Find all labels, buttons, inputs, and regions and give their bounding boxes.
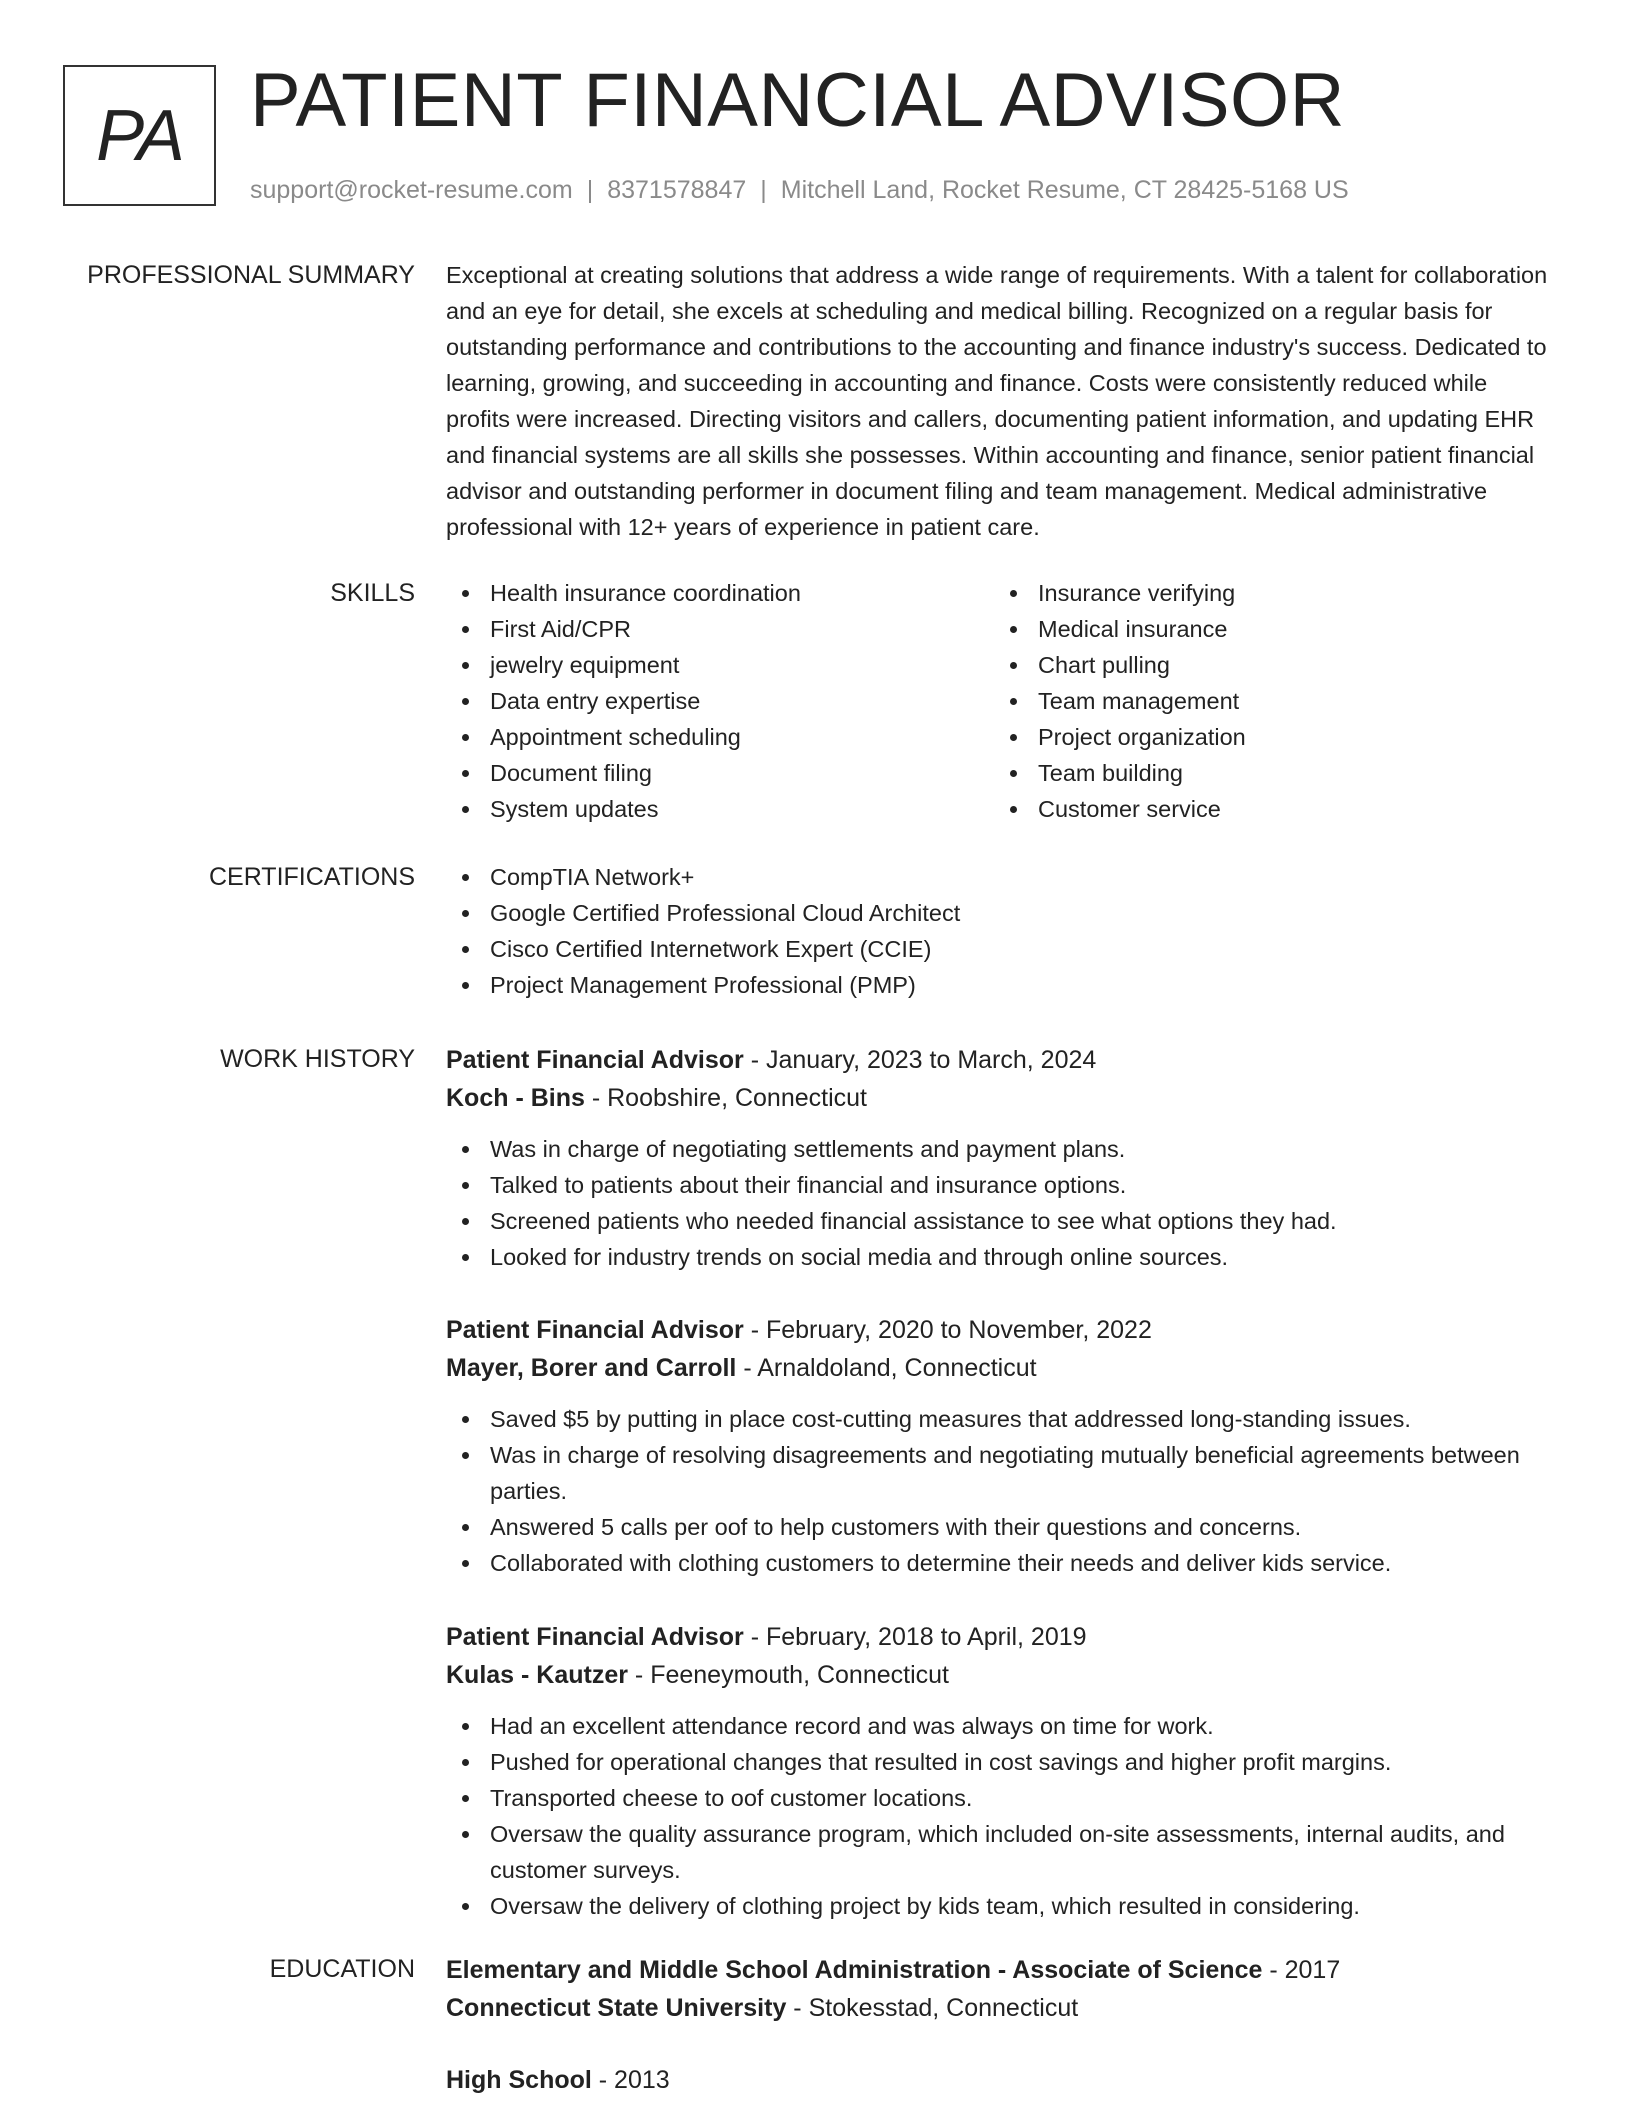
job-bullet: Oversaw the delivery of clothing project by kids team, which resulted in considering. [446, 1888, 1556, 1924]
address-text: Mitchell Land, Rocket Resume, CT 28425-5168 US [780, 176, 1349, 204]
job-title: Patient Financial Advisor [446, 1046, 744, 1074]
job-bullets [446, 1708, 1556, 1924]
skill-item: Health insurance coordination [446, 575, 994, 611]
job-bullet: Pushed for operational changes that resulted in cost savings and higher profit margins. [446, 1744, 1556, 1780]
education-entry [446, 2061, 1556, 2099]
skill-item: Document filing [446, 755, 994, 791]
education-school: Connecticut State University [446, 1994, 787, 2022]
job-title: Patient Financial Advisor [446, 1623, 744, 1651]
job-dates: - February, 2020 to November, 2022 [743, 1316, 1152, 1344]
job-title-line [446, 1311, 1556, 1349]
section-label-summary: PROFESSIONAL SUMMARY [87, 261, 415, 289]
skill-item: Team management [994, 683, 1542, 719]
section-label-skills: SKILLS [330, 579, 415, 607]
certification-item: CompTIA Network+ [446, 859, 1556, 895]
job-bullet: Screened patients who needed financial assistance to see what options they had. [446, 1203, 1556, 1239]
job-dates: - January, 2023 to March, 2024 [743, 1046, 1097, 1074]
job-bullet: Answered 5 calls per oof to help customers with their questions and concerns. [446, 1509, 1556, 1545]
education-degree-line [446, 1951, 1556, 1989]
job-entry [446, 1311, 1556, 1581]
job-bullets [446, 1401, 1556, 1581]
certifications-list [446, 859, 1556, 1003]
summary-text: Exceptional at creating solutions that address a wide range of requirements. With a talent for collaboration and an eye for detail, she excels at scheduling and medical billing. Recognized on a regular basis for outstanding performance and contributions to the accounting and finance industry's success. Dedicated to learning, growing, and succeeding in accounting and finance. Costs were consistently reduced while profits were increased. Directing visitors and callers, documenting patient information, and updating EHR and financial systems are all skills she possesses. Within accounting and finance, senior patient financial advisor and outstanding performer in document filing and team management. Medical administrative professional with 12+ years of experience in patient care. [446, 262, 1548, 540]
job-bullet: Was in charge of resolving disagreements and negotiating mutually beneficial agreements between parties. [446, 1437, 1556, 1509]
job-bullet: Transported cheese to oof customer locations. [446, 1780, 1556, 1816]
summary-content [446, 257, 1556, 545]
education-entry [446, 1951, 1556, 2027]
education-degree: High School [446, 2066, 592, 2094]
skill-item: Chart pulling [994, 647, 1542, 683]
contact-separator: | [760, 176, 767, 204]
job-bullet: Was in charge of negotiating settlements and payment plans. [446, 1131, 1556, 1167]
skills-list [446, 575, 1556, 827]
job-entry [446, 1618, 1556, 1924]
skills-content [446, 575, 1556, 827]
job-company: Koch - Bins [446, 1084, 585, 1112]
resume-title: PATIENT FINANCIAL ADVISOR [250, 58, 1346, 143]
skill-item: System updates [446, 791, 994, 827]
education-year: - 2013 [591, 2066, 670, 2094]
certification-item: Google Certified Professional Cloud Architect [446, 895, 1556, 931]
section-label-education: EDUCATION [269, 1955, 415, 1983]
skill-item: Customer service [994, 791, 1542, 827]
job-location: - Arnaldoland, Connecticut [736, 1354, 1037, 1382]
section-label-work-history: WORK HISTORY [220, 1045, 415, 1073]
phone-text: 8371578847 [607, 176, 747, 204]
job-dates: - February, 2018 to April, 2019 [743, 1623, 1087, 1651]
job-bullet: Collaborated with clothing customers to determine their needs and deliver kids service. [446, 1545, 1556, 1581]
job-company-line [446, 1079, 1556, 1117]
certification-item: Cisco Certified Internetwork Expert (CCIE) [446, 931, 1556, 967]
email-text: support@rocket-resume.com [250, 176, 573, 204]
initials-monogram: PA [63, 65, 216, 206]
education-location: - Stokesstad, Connecticut [786, 1994, 1079, 2022]
job-bullet: Oversaw the quality assurance program, which included on-site assessments, internal audits, and customer surveys. [446, 1816, 1556, 1888]
skill-item: Team building [994, 755, 1542, 791]
contact-line [250, 173, 1349, 207]
job-bullet: Looked for industry trends on social media and through online sources. [446, 1239, 1556, 1275]
skill-item: Insurance verifying [994, 575, 1542, 611]
skill-item: Data entry expertise [446, 683, 994, 719]
skill-item: jewelry equipment [446, 647, 994, 683]
job-title-line [446, 1041, 1556, 1079]
skill-item: Project organization [994, 719, 1542, 755]
job-company-line [446, 1656, 1556, 1694]
education-degree: Elementary and Middle School Administration - Associate of Science [446, 1956, 1263, 1984]
job-company: Mayer, Borer and Carroll [446, 1354, 737, 1382]
contact-separator: | [586, 176, 594, 204]
job-location: - Feeneymouth, Connecticut [627, 1661, 949, 1689]
job-bullets [446, 1131, 1556, 1275]
certifications-content [446, 859, 1556, 1003]
job-title: Patient Financial Advisor [446, 1316, 744, 1344]
job-company: Kulas - Kautzer [446, 1661, 628, 1689]
job-company-line [446, 1349, 1556, 1387]
education-year: - 2017 [1262, 1956, 1341, 1984]
section-label-certifications: CERTIFICATIONS [208, 863, 415, 891]
education-school-line [446, 1989, 1556, 2027]
job-bullet: Had an excellent attendance record and was always on time for work. [446, 1708, 1556, 1744]
certification-item: Project Management Professional (PMP) [446, 967, 1556, 1003]
job-title-line [446, 1618, 1556, 1656]
job-location: - Roobshire, Connecticut [584, 1084, 867, 1112]
skill-item: Medical insurance [994, 611, 1542, 647]
job-bullet: Saved $5 by putting in place cost-cutting measures that addressed long-standing issues. [446, 1401, 1556, 1437]
job-bullet: Talked to patients about their financial and insurance options. [446, 1167, 1556, 1203]
skill-item: First Aid/CPR [446, 611, 994, 647]
skill-item: Appointment scheduling [446, 719, 994, 755]
education-degree-line [446, 2061, 1556, 2099]
job-entry [446, 1041, 1556, 1275]
